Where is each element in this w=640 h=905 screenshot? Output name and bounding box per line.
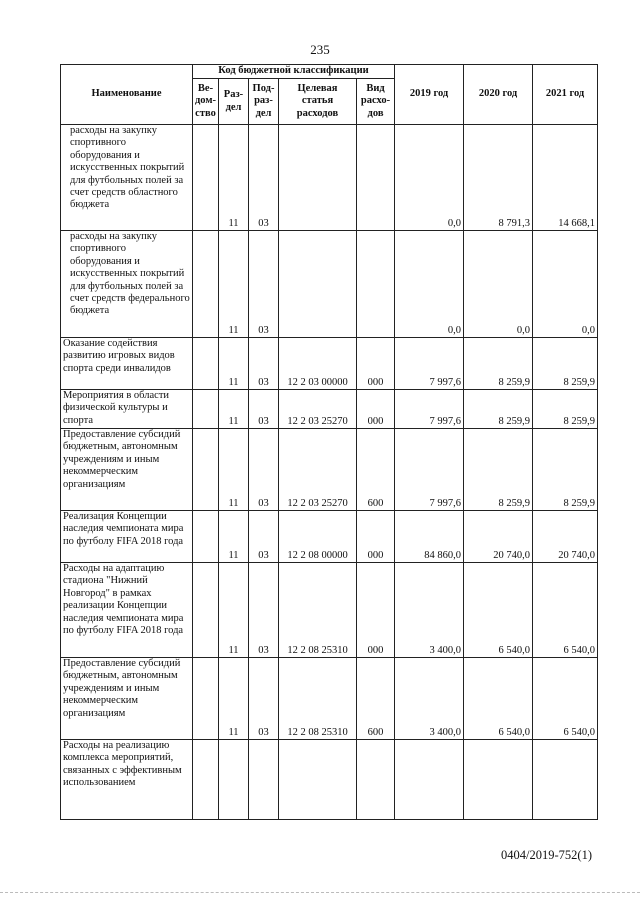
- cell-expense-type: 000: [357, 563, 395, 658]
- cell-podrazdel: 03: [249, 338, 279, 390]
- page-number: 235: [310, 42, 330, 57]
- cell-name: Оказание содействия развитию игровых видов спорта среди инвалидов: [61, 338, 193, 390]
- header-podrazdel: Под- раз- дел: [249, 79, 279, 125]
- cell-2019: 3 400,0: [395, 563, 464, 658]
- cell-vedomstvo: [193, 390, 219, 429]
- cell-2019: 0,0: [395, 125, 464, 231]
- cell-razdel: 11: [219, 429, 249, 511]
- cell-target-article: 12 2 08 25310: [279, 658, 357, 740]
- table-row: [61, 125, 598, 231]
- cell-2019: [395, 740, 464, 820]
- cell-2020: 8 259,9: [464, 338, 533, 390]
- cell-2021: 0,0: [533, 231, 598, 338]
- cell-name: расходы на закупку спортивного оборудования и искусственных покрытий для футбольных полей за счет средств областного бюджета: [61, 125, 193, 231]
- cell-2021: 14 668,1: [533, 125, 598, 231]
- cell-podrazdel: 03: [249, 511, 279, 563]
- cell-target-article: 12 2 03 25270: [279, 429, 357, 511]
- cell-target-article: 12 2 08 00000: [279, 511, 357, 563]
- cell-2019: 7 997,6: [395, 429, 464, 511]
- document-code: 0404/2019-752(1): [501, 848, 592, 862]
- cell-target-article: 12 2 03 00000: [279, 338, 357, 390]
- cell-razdel: 11: [219, 338, 249, 390]
- cell-podrazdel: 03: [249, 231, 279, 338]
- header-2019: 2019 год: [395, 65, 464, 125]
- cell-target-article: 12 2 03 25270: [279, 390, 357, 429]
- table-row: [61, 231, 598, 338]
- cell-name: Реализация Концепции наследия чемпионата мира по футболу FIFA 2018 года: [61, 511, 193, 563]
- cell-target-article: 12 2 08 25310: [279, 563, 357, 658]
- header-target-article: Целевая статья расходов: [279, 79, 357, 125]
- cell-2020: 8 259,9: [464, 429, 533, 511]
- cell-podrazdel: 03: [249, 429, 279, 511]
- cell-target-article: [279, 740, 357, 820]
- table-header: [61, 65, 598, 125]
- cell-name: Мероприятия в области физической культуры и спорта: [61, 390, 193, 429]
- table-body: [61, 125, 598, 820]
- cell-expense-type: 600: [357, 429, 395, 511]
- cell-podrazdel: 03: [249, 390, 279, 429]
- cell-2020: 20 740,0: [464, 511, 533, 563]
- cell-razdel: [219, 740, 249, 820]
- header-vedomstvo: Ве- дом- ство: [193, 79, 219, 125]
- cell-2021: 8 259,9: [533, 429, 598, 511]
- cell-expense-type: 000: [357, 338, 395, 390]
- header-expense-type: Вид расхо- дов: [357, 79, 395, 125]
- cell-name: Расходы на реализацию комплекса мероприятий, связанных с эффективным использованием: [61, 740, 193, 820]
- cell-2019: 7 997,6: [395, 390, 464, 429]
- cell-2020: 8 259,9: [464, 390, 533, 429]
- header-razdel: Раз- дел: [219, 79, 249, 125]
- cell-expense-type: 000: [357, 390, 395, 429]
- cell-razdel: 11: [219, 563, 249, 658]
- table-row: [61, 563, 598, 658]
- cell-2020: 6 540,0: [464, 658, 533, 740]
- table-row: [61, 740, 598, 820]
- cell-2021: 8 259,9: [533, 338, 598, 390]
- header-2021: 2021 год: [533, 65, 598, 125]
- cell-expense-type: [357, 125, 395, 231]
- cell-podrazdel: 03: [249, 658, 279, 740]
- cell-razdel: 11: [219, 125, 249, 231]
- table-row: [61, 429, 598, 511]
- scan-edge-line: [0, 892, 640, 893]
- cell-2020: 0,0: [464, 231, 533, 338]
- cell-name: Расходы на адаптацию стадиона "Нижний Новгород" в рамках реализации Концепции наследия чемпионата мира по футболу FIFA 2018 года: [61, 563, 193, 658]
- cell-2019: 3 400,0: [395, 658, 464, 740]
- cell-expense-type: 000: [357, 511, 395, 563]
- cell-2019: 7 997,6: [395, 338, 464, 390]
- cell-2020: 8 791,3: [464, 125, 533, 231]
- cell-vedomstvo: [193, 658, 219, 740]
- cell-target-article: [279, 231, 357, 338]
- table-row: [61, 338, 598, 390]
- cell-2019: 0,0: [395, 231, 464, 338]
- cell-2021: 20 740,0: [533, 511, 598, 563]
- cell-2020: [464, 740, 533, 820]
- budget-table: [60, 64, 598, 820]
- cell-name: Предоставление субсидий бюджетным, автономным учреждениям и иным некоммерческим организациям: [61, 429, 193, 511]
- cell-2021: [533, 740, 598, 820]
- table-row: [61, 658, 598, 740]
- cell-vedomstvo: [193, 231, 219, 338]
- cell-expense-type: [357, 231, 395, 338]
- cell-2019: 84 860,0: [395, 511, 464, 563]
- cell-podrazdel: 03: [249, 563, 279, 658]
- header-name: Наименование: [61, 65, 193, 125]
- table-row: [61, 511, 598, 563]
- cell-podrazdel: [249, 740, 279, 820]
- cell-vedomstvo: [193, 125, 219, 231]
- cell-2021: 8 259,9: [533, 390, 598, 429]
- header-budget-code-group: Код бюджетной классификации: [193, 65, 395, 79]
- cell-expense-type: [357, 740, 395, 820]
- cell-razdel: 11: [219, 658, 249, 740]
- cell-razdel: 11: [219, 511, 249, 563]
- cell-name: Предоставление субсидий бюджетным, автономным учреждениям и иным некоммерческим организациям: [61, 658, 193, 740]
- table-row: [61, 390, 598, 429]
- cell-2021: 6 540,0: [533, 658, 598, 740]
- cell-2020: 6 540,0: [464, 563, 533, 658]
- cell-vedomstvo: [193, 338, 219, 390]
- cell-podrazdel: 03: [249, 125, 279, 231]
- cell-2021: 6 540,0: [533, 563, 598, 658]
- cell-vedomstvo: [193, 511, 219, 563]
- cell-razdel: 11: [219, 231, 249, 338]
- cell-expense-type: 600: [357, 658, 395, 740]
- cell-vedomstvo: [193, 429, 219, 511]
- header-2020: 2020 год: [464, 65, 533, 125]
- cell-vedomstvo: [193, 740, 219, 820]
- cell-razdel: 11: [219, 390, 249, 429]
- cell-target-article: [279, 125, 357, 231]
- cell-name: расходы на закупку спортивного оборудования и искусственных покрытий для футбольных полей за счет средств федерального бюджета: [61, 231, 193, 338]
- cell-vedomstvo: [193, 563, 219, 658]
